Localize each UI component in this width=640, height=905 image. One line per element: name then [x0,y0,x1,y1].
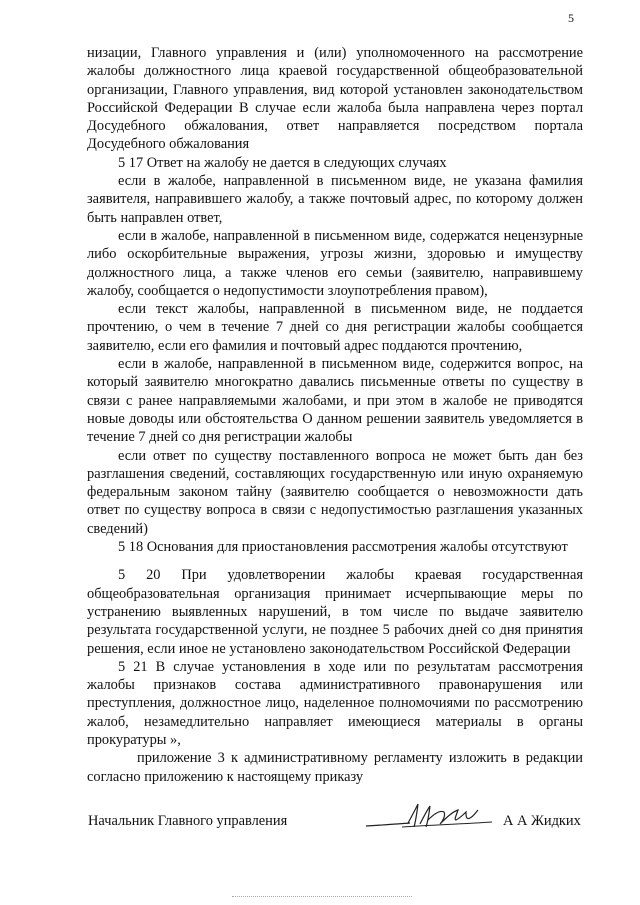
paragraph: низации, Главного управления и (или) уполномоченного на рассмотрение жалобы должностного лица краевой государственной общеобразовательной организации, Главного управления, вид которой установлен законодательством Российской Федерации В случае если жалоба была направлена через портал Досудебного обжалования, ответ направляется посредством портала Досудебного обжалования [87,45,583,153]
signature-block [0,800,640,840]
paragraph: 5 17 Ответ на жалобу не дается в следующих случаях [118,154,447,171]
paragraph: 5 20 При удовлетворении жалобы краевая государственная общеобразовательная организация принимает исчерпывающие меры по устранению выявленных нарушений, в том числе по выдаче заявителю результата государственной услуги, не позднее 5 рабочих дней со дня принятия решения, если иное не установлено законодательством Российской Федерации [87,567,583,657]
handwritten-signature [362,800,502,836]
paragraph: приложение 3 к административному регламенту изложить в редакции согласно приложению к настоящему приказу [87,750,583,785]
paragraph: если в жалобе, направленной в письменном виде, не указана фамилия заявителя, направившего жалобу, а также почтовый адрес, по которому должен быть направлен ответ, [87,173,583,226]
paragraph: 5 21 В случае установления в ходе или по результатам рассмотрения жалобы признаков состава административного правонарушения или преступления, должностное лицо, наделенное полномочиями по рассмотрению жалоб, незамедлительно направляет имеющиеся материалы в органы прокуратуры », [87,658,583,748]
signatory-title: Начальник Главного управления [88,813,288,829]
paragraph: если ответ по существу поставленного вопроса не может быть дан без разглашения сведений, составляющих государственную или иную охраняемую федеральным законом тайну (заявителю сообщается о невозможности дать ответ по существу вопроса в связи с недопустимостью разглашения указанных сведений) [87,447,583,537]
page-number: 5 [568,11,574,25]
footer-divider [232,896,412,897]
paragraph: если текст жалобы, направленной в письменном виде, не поддается прочтению, о чем в течение 7 дней со дня регистрации жалобы сообщается заявителю, если его фамилия и почтовый адрес поддаются прочтению, [87,301,583,354]
paragraph: если в жалобе, направленной в письменном виде, содержатся нецензурные либо оскорбительные выражения, угрозы жизни, здоровью и имуществу должностного лица, а также членов его семьи (заявителю, направившему жалобу, сообщается о недопустимости злоупотребления правом), [87,227,583,299]
paragraph: 5 18 Основания для приостановления рассмотрения жалобы отсутствуют [118,539,568,556]
paragraph: если в жалобе, направленной в письменном виде, содержится вопрос, на который заявителю многократно давались письменные ответы по существу в связи с ранее направляемыми жалобами, и при этом в жалобе не приводятся новые доводы или обстоятельства О данном решении заявитель уведомляется в течение 7 дней со дня регистрации жалобы [87,356,583,446]
document-body [87,44,583,786]
signatory-name: А А Жидких [503,813,581,829]
